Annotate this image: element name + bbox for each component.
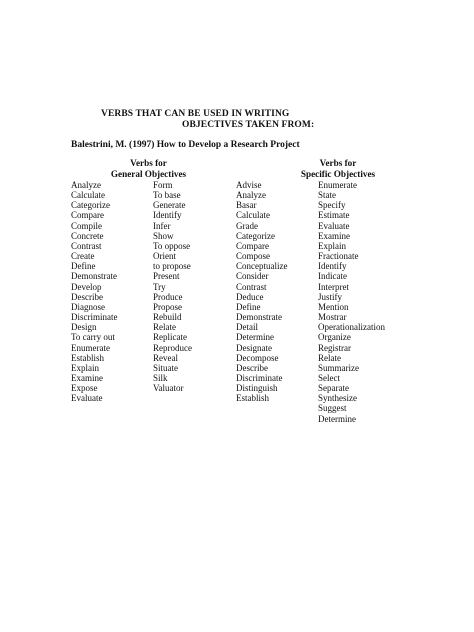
- verb-item: Compose: [236, 251, 271, 262]
- verb-item: Situate: [153, 362, 178, 373]
- verb-item: Concrete: [71, 230, 104, 241]
- verb-item: Basar: [236, 200, 257, 211]
- verb-item: Synthesize: [318, 393, 357, 404]
- verb-item: Reproduce: [153, 342, 192, 353]
- specific-objectives-header: [293, 158, 383, 179]
- verb-item: Define: [236, 301, 261, 312]
- verb-item: Design: [71, 322, 97, 333]
- verb-item: Determine: [318, 413, 356, 424]
- verb-item: Analyze: [71, 180, 101, 190]
- general-verbs-column-2: [153, 180, 192, 393]
- verb-item: Produce: [153, 291, 183, 302]
- verb-item: Grade: [236, 220, 258, 231]
- verb-item: Compile: [71, 220, 102, 231]
- verb-item: State: [318, 190, 336, 201]
- verb-item: Estimate: [318, 210, 350, 221]
- verb-item: Propose: [153, 301, 182, 312]
- verb-item: Rebuild: [153, 312, 182, 323]
- verb-item: Define: [71, 261, 96, 272]
- verb-item: Contrast: [236, 281, 267, 292]
- verb-item: Consider: [236, 271, 269, 282]
- verb-item: Establish: [236, 393, 269, 404]
- verb-item: Describe: [71, 291, 103, 302]
- verb-item: Distinguish: [236, 383, 278, 394]
- verb-item: Categorize: [236, 230, 275, 241]
- verb-item: Present: [153, 271, 180, 282]
- general-header-line-1: Verbs for: [130, 158, 167, 168]
- verb-item: Select: [318, 372, 340, 383]
- verb-item: Explain: [318, 240, 346, 251]
- specific-header-line-1: Verbs for: [319, 158, 357, 168]
- verb-item: Summarize: [318, 362, 359, 373]
- verb-item: Orient: [153, 251, 176, 262]
- verb-item: Calculate: [71, 190, 105, 201]
- specific-verbs-column-2: [318, 180, 385, 424]
- verb-item: Relate: [153, 322, 176, 333]
- verb-item: Explain: [71, 362, 99, 373]
- verb-item: Evaluate: [71, 393, 103, 404]
- verb-item: Registrar: [318, 342, 351, 353]
- verb-item: Detail: [236, 322, 258, 333]
- verb-item: Enumerate: [71, 342, 110, 353]
- specific-header-line-2: Specific Objectives: [300, 168, 376, 179]
- verb-item: Compare: [71, 210, 104, 221]
- verb-item: Determine: [236, 332, 274, 343]
- verb-item: Mention: [318, 301, 349, 312]
- specific-verbs-column-1: [236, 180, 287, 403]
- verb-item: Calculate: [236, 210, 270, 221]
- verb-item: Contrast: [71, 240, 102, 251]
- general-header-line-2: General Objectives: [110, 168, 187, 179]
- verb-item: Create: [71, 251, 95, 262]
- verb-item: Interpret: [318, 281, 349, 292]
- verb-item: Decompose: [236, 352, 279, 363]
- verb-item: Replicate: [153, 332, 187, 343]
- verb-item: Generate: [153, 200, 186, 211]
- source-citation: Balestrini, M. (1997) How to Develop a Research Project: [71, 140, 300, 150]
- verb-item: Fractionate: [318, 251, 359, 262]
- verb-item: Relate: [318, 352, 341, 363]
- verb-item: Operationalization: [318, 322, 385, 333]
- verb-item: Demonstrate: [236, 312, 282, 323]
- general-objectives-header: [96, 158, 201, 179]
- verb-item: Develop: [71, 281, 102, 292]
- verb-item: Categorize: [71, 200, 110, 211]
- verb-item: Evaluate: [318, 220, 350, 231]
- verb-item: Organize: [318, 332, 351, 343]
- verb-item: Examine: [71, 372, 103, 383]
- verb-item: Valuator: [153, 383, 184, 394]
- verb-item: Infer: [153, 220, 171, 231]
- verb-item: to propose: [153, 261, 191, 272]
- verb-item: Specify: [318, 200, 346, 211]
- verb-item: Diagnose: [71, 301, 105, 312]
- verb-item: Silk: [153, 372, 168, 383]
- verb-item: Establish: [71, 352, 104, 363]
- verb-item: Indicate: [318, 271, 347, 282]
- verb-item: Enumerate: [318, 180, 357, 190]
- verb-item: To carry out: [71, 332, 115, 343]
- verb-item: Separate: [318, 383, 349, 394]
- verb-item: Compare: [236, 240, 269, 251]
- verb-item: Expose: [71, 383, 98, 394]
- verb-item: Deduce: [236, 291, 264, 302]
- verb-item: Show: [153, 230, 174, 241]
- verb-item: To oppose: [153, 240, 191, 251]
- verb-item: Discriminate: [236, 372, 283, 383]
- verb-item: Try: [153, 281, 166, 292]
- verb-item: Suggest: [318, 403, 347, 414]
- verb-item: Justify: [318, 291, 343, 302]
- document-title-line-1: VERBS THAT CAN BE USED IN WRITING: [101, 109, 290, 119]
- verb-item: Form: [153, 180, 173, 190]
- general-verbs-column-1: [71, 180, 118, 403]
- verb-item: Conceptualize: [236, 261, 288, 272]
- verb-item: Examine: [318, 230, 350, 241]
- verb-item: Analyze: [236, 190, 266, 201]
- verb-item: Describe: [236, 362, 268, 373]
- verb-item: Designate: [236, 342, 272, 353]
- verb-item: Advise: [236, 180, 262, 190]
- document-title-line-2: OBJECTIVES TAKEN FROM:: [182, 120, 315, 130]
- verb-item: Identify: [153, 210, 182, 221]
- verb-item: Identify: [318, 261, 347, 272]
- verb-item: Reveal: [153, 352, 178, 363]
- verb-item: Mostrar: [318, 312, 347, 323]
- verb-item: To base: [153, 190, 181, 201]
- verb-item: Demonstrate: [71, 271, 117, 282]
- verb-item: Discriminate: [71, 312, 118, 323]
